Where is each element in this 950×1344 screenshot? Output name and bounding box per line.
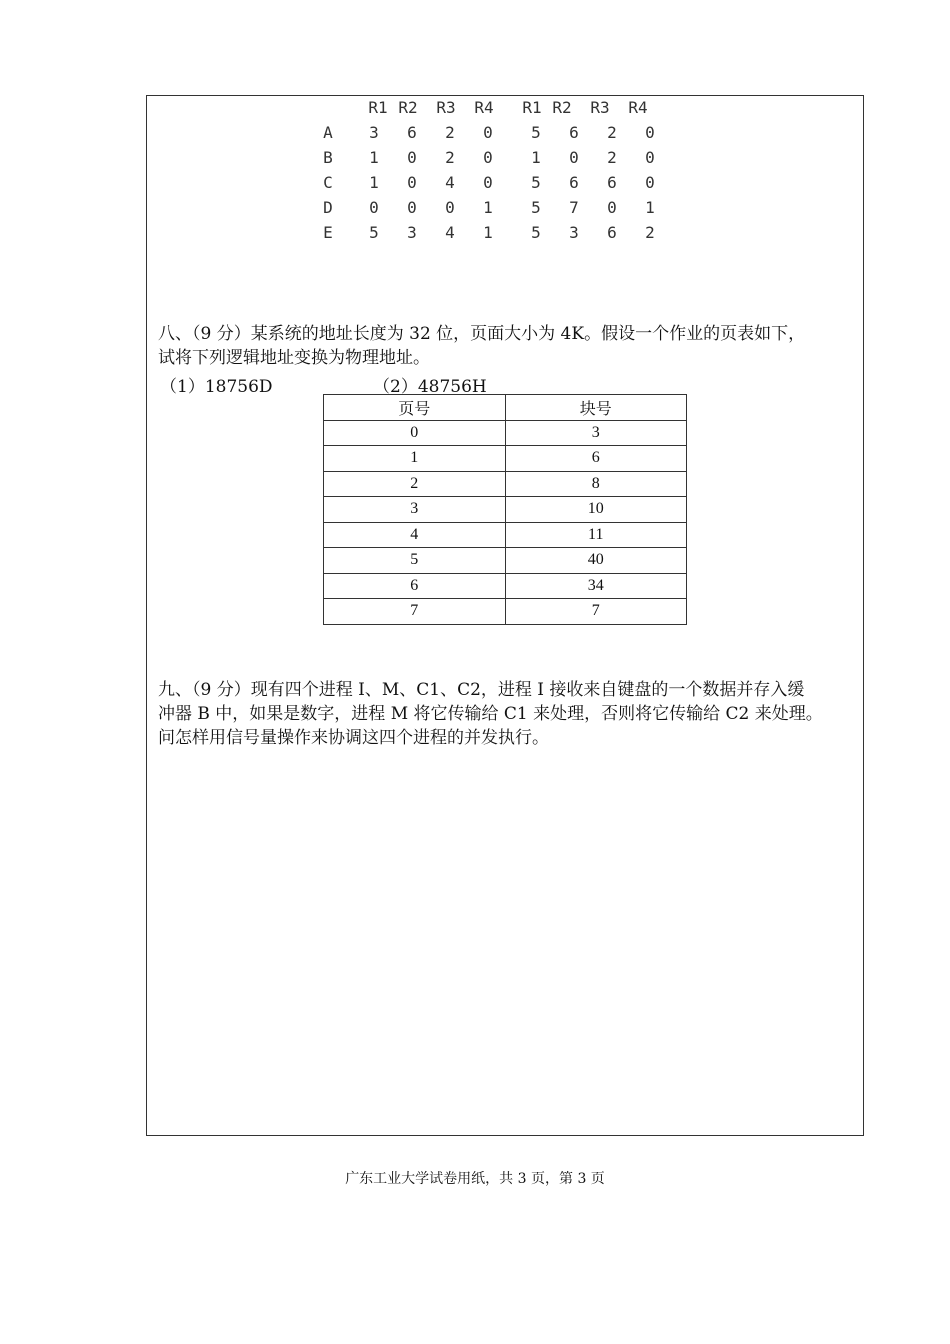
allocation-cell: 0: [483, 173, 493, 192]
process-label: E: [323, 223, 333, 242]
table-row: [324, 420, 687, 446]
question-8-text: [158, 322, 858, 370]
frame-number-cell: 7: [505, 599, 687, 625]
allocation-cell: 5: [531, 123, 541, 142]
allocation-header-cell: R1: [522, 98, 542, 117]
allocation-cell: 2: [445, 148, 455, 167]
allocation-cell: 4: [445, 223, 455, 242]
table-row: [324, 446, 687, 472]
allocation-header-cell: R4: [474, 98, 494, 117]
question-9-line: 冲器 B 中，如果是数字，进程 M 将它传输给 C1 来处理，否则将它传输给 C2 来处理。: [158, 704, 823, 724]
allocation-cell: 0: [569, 148, 579, 167]
question-9-text: [158, 678, 858, 750]
allocation-cell: 0: [369, 198, 379, 217]
frame-number-cell: 40: [505, 548, 687, 574]
allocation-cell: 5: [369, 223, 379, 242]
process-label: A: [323, 123, 333, 142]
allocation-cell: 5: [531, 173, 541, 192]
allocation-cell: 6: [569, 123, 579, 142]
allocation-cell: 2: [645, 223, 655, 242]
page-number-cell: 2: [324, 471, 506, 497]
allocation-cell: 1: [369, 148, 379, 167]
allocation-header-cell: R2: [398, 98, 418, 117]
process-label: D: [323, 198, 333, 217]
logical-address-1: （1）18756D: [160, 377, 273, 397]
allocation-header-cell: R2: [552, 98, 572, 117]
allocation-header-cell: R4: [628, 98, 648, 117]
allocation-cell: 5: [531, 223, 541, 242]
logical-address-2: （2）48756H: [373, 377, 487, 397]
page-number-cell: 0: [324, 420, 506, 446]
page-table-header-row: [324, 395, 687, 421]
page-footer: 广东工业大学试卷用纸，共 3 页，第 3 页: [345, 1171, 605, 1187]
allocation-cell: 2: [607, 148, 617, 167]
question-9-line: 问怎样用信号量操作来协调这四个进程的并发执行。: [158, 728, 549, 748]
table-row: [324, 548, 687, 574]
frame-number-cell: 8: [505, 471, 687, 497]
table-row: [324, 497, 687, 523]
page-number-cell: 5: [324, 548, 506, 574]
allocation-cell: 0: [607, 198, 617, 217]
allocation-header-cell: R3: [590, 98, 610, 117]
frame-number-cell: 6: [505, 446, 687, 472]
allocation-cell: 3: [569, 223, 579, 242]
page-number-cell: 1: [324, 446, 506, 472]
allocation-cell: 6: [607, 223, 617, 242]
process-label: C: [323, 173, 333, 192]
allocation-cell: 2: [607, 123, 617, 142]
allocation-cell: 7: [569, 198, 579, 217]
allocation-cell: 3: [407, 223, 417, 242]
allocation-cell: 0: [445, 198, 455, 217]
allocation-cell: 1: [531, 148, 541, 167]
page-number-cell: 3: [324, 497, 506, 523]
allocation-cell: 0: [645, 148, 655, 167]
page-number-cell: 7: [324, 599, 506, 625]
allocation-cell: 6: [607, 173, 617, 192]
allocation-cell: 1: [483, 223, 493, 242]
allocation-cell: 0: [407, 148, 417, 167]
allocation-cell: 0: [407, 173, 417, 192]
frame-number-cell: 34: [505, 573, 687, 599]
allocation-cell: 0: [483, 123, 493, 142]
allocation-header-cell: R1: [368, 98, 388, 117]
frame-number-cell: 10: [505, 497, 687, 523]
allocation-cell: 4: [445, 173, 455, 192]
table-row: [324, 471, 687, 497]
allocation-cell: 1: [483, 198, 493, 217]
page-table: [323, 394, 687, 625]
frame-number-cell: 3: [505, 420, 687, 446]
allocation-cell: 6: [407, 123, 417, 142]
allocation-cell: 0: [645, 173, 655, 192]
allocation-cell: 0: [483, 148, 493, 167]
allocation-header-cell: R3: [436, 98, 456, 117]
process-label: B: [323, 148, 333, 167]
question-8-line: 八、（9 分）某系统的地址长度为 32 位，页面大小为 4K。假设一个作业的页表如下，: [158, 324, 806, 344]
table-row: [324, 522, 687, 548]
allocation-cell: 5: [531, 198, 541, 217]
frame-number-header: 块号: [505, 395, 687, 421]
question-8-line: 试将下列逻辑地址变换为物理地址。: [158, 348, 430, 368]
allocation-cell: 0: [407, 198, 417, 217]
allocation-cell: 1: [369, 173, 379, 192]
allocation-cell: 6: [569, 173, 579, 192]
allocation-cell: 0: [645, 123, 655, 142]
question-9-line: 九、（9 分）现有四个进程 I、M、C1、C2，进程 I 接收来自键盘的一个数据并存入缓: [158, 680, 805, 700]
page-number-cell: 4: [324, 522, 506, 548]
allocation-cell: 2: [445, 123, 455, 142]
page-number-header: 页号: [324, 395, 506, 421]
table-row: [324, 599, 687, 625]
table-row: [324, 573, 687, 599]
frame-number-cell: 11: [505, 522, 687, 548]
page-number-cell: 6: [324, 573, 506, 599]
allocation-cell: 1: [645, 198, 655, 217]
allocation-cell: 3: [369, 123, 379, 142]
